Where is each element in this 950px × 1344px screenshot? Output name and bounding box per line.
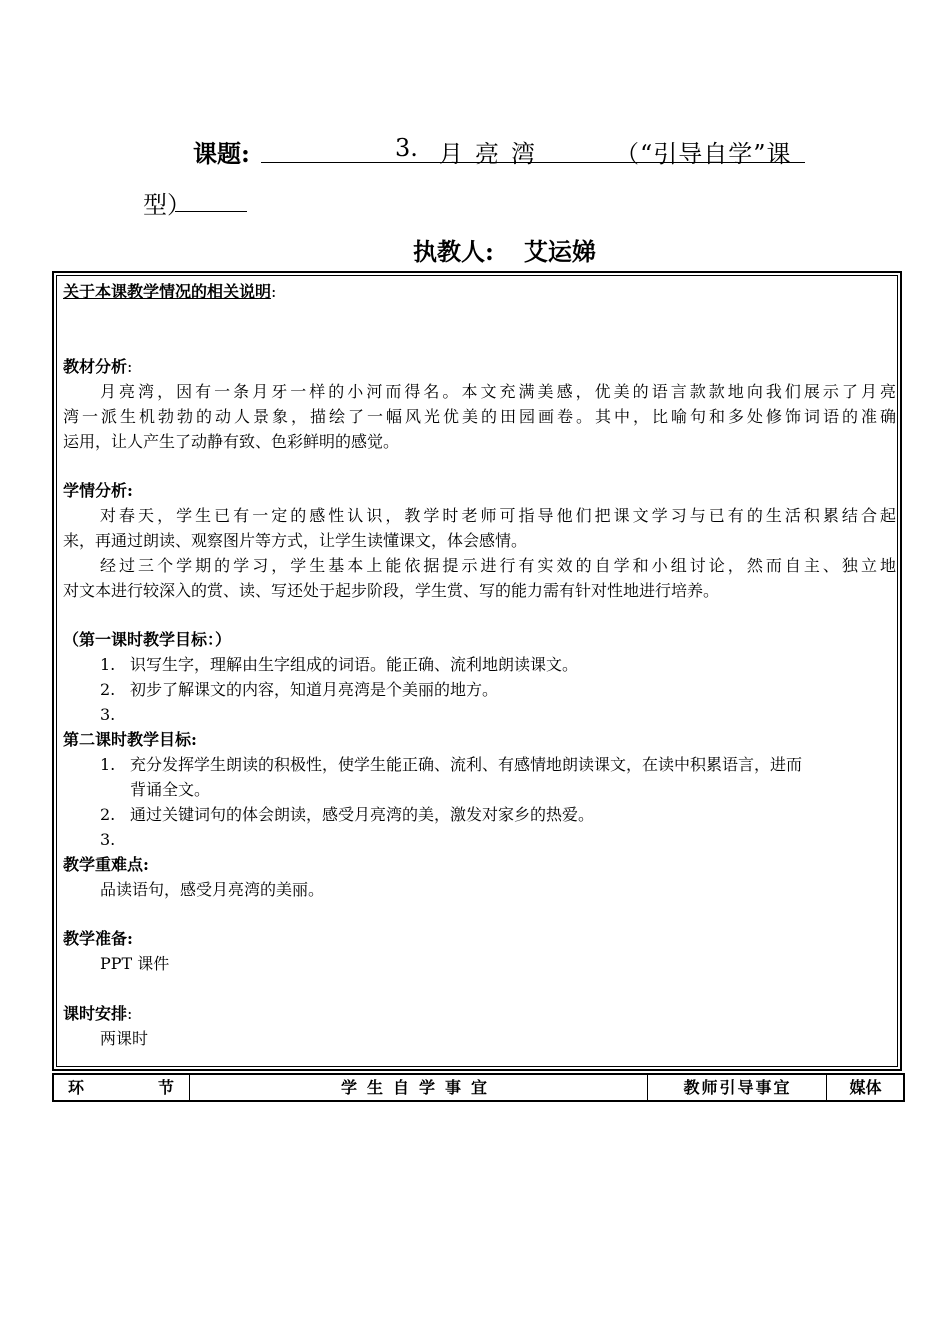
student-line: 对春天，学生已有一定的感性认识，教学时老师可指导他们把课文学习与已有的生活积累结合起 [100,506,896,525]
column-header-teacher: 教师引导事宜 [649,1075,827,1100]
student-heading: 学情分析: [63,481,133,500]
lesson-type: （“引导自学”课 [615,140,792,168]
material-line: 月亮湾，因有一条月牙一样的小河而得名。本文充满美感，优美的语言款款地向我们展示了月亮 [100,382,896,401]
list-item: 1. 识写生字，理解由生字组成的词语。能正确、流利地朗读课文。 [100,655,579,674]
material-line: 湾一派生机勃勃的动人景象，描绘了一幅风光优美的田园画卷。其中，比喻句和多处修饰词语的准确 [63,407,896,426]
list-item-continued: 背诵全文。 [130,780,211,799]
list-item: 3. [100,705,116,724]
lesson-title-line [193,134,813,168]
material-heading: 教材分析 [63,357,128,376]
lesson-table-header [52,1073,905,1102]
column-header-media: 媒体 [849,1078,882,1097]
material-heading-row: 教材分析: [63,357,133,376]
title-label: 课题: [193,139,250,168]
schedule-text: 两课时 [100,1029,149,1048]
column-header-stage: 环 节 [54,1075,190,1100]
type-underline [175,211,247,212]
goal1-heading: （第一课时教学目标：） [63,630,232,649]
student-line: 对文本进行较深入的赏、读、写还处于起步阶段，学生赏、写的能力需有针对性地进行培养。 [63,581,720,600]
material-line: 运用，让人产生了动静有致、色彩鲜明的感觉。 [63,432,400,451]
intro-heading-row: 关于本课教学情况的相关说明: [63,282,277,301]
list-item: 1. 充分发挥学生朗读的积极性，使学生能正确、流利、有感情地朗读课文，在读中积累语言，进而 [100,755,803,774]
teacher-line [413,232,596,267]
goal2-heading: 第二课时教学目标: [63,730,197,749]
lesson-title: 月亮湾 [439,140,547,168]
lesson-type-continued [143,185,191,220]
lesson-number: 3. [395,134,418,162]
schedule-heading: 课时安排 [63,1004,128,1023]
student-line: 来，再通过朗读、观察图片等方式，让学生读懂课文，体会感情。 [63,531,528,550]
list-item: 2. 通过关键词句的体会朗读，感受月亮湾的美，激发对家乡的热爱。 [100,805,595,824]
list-item: 2. 初步了解课文的内容，知道月亮湾是个美丽的地方。 [100,680,499,699]
lesson-type-cont: 型） [143,191,191,219]
key-text: 品读语句，感受月亮湾的美丽。 [100,880,325,899]
list-item: 3. [100,830,116,849]
schedule-heading-row: 课时安排: [63,1004,133,1023]
intro-heading: 关于本课教学情况的相关说明 [63,282,272,301]
prep-heading: 教学准备: [63,929,133,948]
teacher-name: 艾运娣 [523,237,596,266]
student-line: 经过三个学期的学习，学生基本上能依据提示进行有实效的自学和小组讨论，然而自主、独立地 [100,556,896,575]
prep-text: PPT 课件 [100,954,170,973]
teacher-label: 执教人: [413,237,494,266]
key-heading: 教学重难点: [63,855,149,874]
column-header-student: 学生自学事宜 [191,1075,648,1100]
